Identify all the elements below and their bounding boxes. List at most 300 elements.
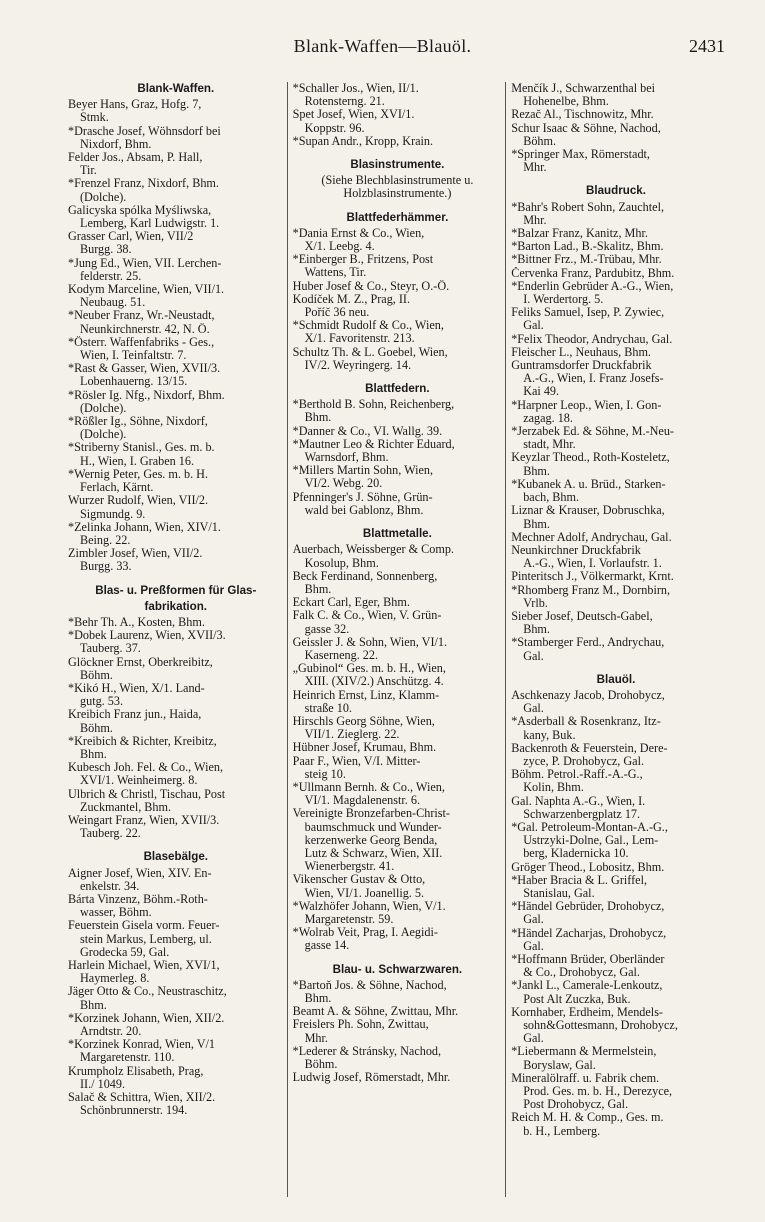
entry-name-line: Mechner Adolf, Andrychau, Gal. (511, 530, 672, 544)
entry-address-line: Hohenelbe, Bhm. (523, 95, 609, 109)
entry-name-line: Freislers Ph. Sohn, Zwittau, (292, 1018, 429, 1032)
directory-entry (511, 1111, 721, 1137)
directory-entry (68, 309, 284, 335)
entry-address-line: b. H., Lemberg. (523, 1124, 601, 1138)
entry-name-line: Gal. Naphta A.-G., Wien, I. (511, 794, 646, 808)
directory-entry (293, 319, 503, 345)
directory-entry (68, 362, 284, 388)
entry-name-line: *Jerzabek Ed. & Söhne, M.-Neu- (511, 425, 674, 439)
entry-name-line: Grasser Carl, Wien, VII/2 (68, 230, 194, 244)
directory-entry (511, 240, 721, 253)
entry-name-line: Beyer Hans, Graz, Hofg. 7, (68, 98, 202, 112)
entry-name-line: Guntramsdorfer Druckfabrik (511, 359, 652, 373)
entry-address-line: Tir. (80, 164, 97, 178)
entry-name-line: Feliks Samuel, Isep, P. Zywiec, (511, 306, 665, 320)
entry-name-line: *Händel Gebrüder, Drohobycz, (511, 900, 665, 914)
entry-address-line: Vrlb. (523, 596, 548, 610)
entry-address-line: Bhm. (304, 411, 332, 425)
entry-address-line: Mhr. (523, 161, 547, 175)
entry-address-line: Ustrzyki-Dolne, Gal., Lem- (523, 834, 659, 848)
directory-entry (68, 441, 284, 467)
entry-address-line: Boryslaw, Gal. (523, 1058, 596, 1072)
entry-address-line: Arndtstr. 20. (80, 1025, 142, 1039)
entry-address-line: Wattens, Tir. (304, 266, 367, 280)
entry-name-line: Schur Isaac & Söhne, Nachod, (511, 121, 661, 135)
directory-entry (511, 795, 721, 821)
cross-reference-note: Holzblasinstrumente.) (343, 186, 452, 201)
directory-entry (68, 1012, 284, 1038)
entry-name-line: Kreibich Franz jun., Haida, (68, 708, 202, 722)
entry-address-line: zyce, P. Drohobycz, Gal. (523, 754, 645, 768)
entry-name-line: *Berthold B. Sohn, Reichenberg, (292, 398, 455, 412)
entry-name-line: *Dobek Laurenz, Wien, XVII/3. (68, 629, 226, 643)
directory-entry (293, 1071, 503, 1084)
directory-entry (68, 959, 284, 985)
entry-address-line: Tauberg. 37. (80, 642, 141, 656)
directory-entry (511, 861, 721, 874)
entry-address-line: Margaretenstr. 59. (304, 912, 394, 926)
entry-address-line: Koppstr. 96. (304, 121, 365, 135)
entry-address-line: Gal. (523, 319, 544, 333)
entry-name-line: *Mautner Leo & Richter Eduard, (292, 437, 455, 451)
directory-entry (68, 788, 284, 814)
entry-address-line: Kosolup, Bhm. (304, 556, 379, 570)
directory-entry (68, 283, 284, 309)
entry-name-line: Pinteritsch J., Völkermarkt, Krnt. (511, 570, 674, 584)
cross-reference-note: (Siehe Blechblasinstrumente u. (321, 173, 474, 188)
directory-entry (511, 1045, 721, 1071)
directory-entry (68, 893, 284, 919)
entry-name-line: Jäger Otto & Co., Neustraschitz, (68, 985, 227, 999)
directory-entry (511, 1072, 721, 1112)
entry-address-line: Lobenhauerng. 13/15. (80, 375, 188, 389)
directory-entry (511, 333, 721, 346)
directory-entry (293, 979, 503, 1005)
section-heading-continued: fabrikation. (144, 599, 208, 613)
page-number: 2431 (689, 36, 725, 56)
entry-name-line: Vikenscher Gustav & Otto, (292, 873, 426, 887)
entry-name-line: Backenroth & Feuerstein, Dere- (511, 741, 668, 755)
entry-name-line: *Bittner Frz., M.-Trübau, Mhr. (511, 253, 662, 267)
entry-address-line: Sigmundg. 9. (80, 507, 146, 521)
directory-entry (68, 547, 284, 573)
directory-entry (293, 543, 503, 569)
entry-address-line: gasse 32. (304, 622, 350, 636)
entry-address-line: Warnsdorf, Bhm. (304, 451, 389, 465)
entry-address-line: VI/2. Webg. 20. (304, 477, 383, 491)
entry-name-line: *Behr Th. A., Kosten, Bhm. (68, 615, 205, 629)
directory-entry (68, 204, 284, 230)
entry-name-line: Sieber Josef, Deutsch-Gabel, (511, 609, 653, 623)
entry-name-line: Auerbach, Weissberger & Comp. (292, 543, 454, 557)
directory-entry (511, 227, 721, 240)
section-heading: Blas- u. Preßformen für Glas- (95, 583, 257, 597)
entry-address-line: Bhm. (523, 464, 550, 478)
directory-entry (68, 1065, 284, 1091)
entry-address-line: Gal. (523, 649, 544, 663)
directory-entry (68, 230, 284, 256)
section-heading: Blattfederhämmer. (346, 210, 449, 224)
entry-name-line: *Walzhöfer Johann, Wien, V/1. (292, 899, 446, 913)
entry-address-line: stein Markus, Lemberg, ul. (80, 932, 212, 946)
directory-entry (293, 82, 503, 108)
entry-name-line: Pfenninger's J. Söhne, Grün- (292, 490, 433, 504)
directory-entry (68, 985, 284, 1011)
entry-address-line: X/1. Favoritenstr. 213. (304, 332, 415, 346)
entry-name-line: *Korzinek Konrad, Wien, V/1 (68, 1038, 215, 1052)
directory-entry (511, 570, 721, 583)
entry-name-line: Mineralölraff. u. Fabrik chem. (511, 1071, 660, 1085)
entry-name-line: *Jankl L., Camerale-Lenkoutz, (511, 979, 663, 993)
directory-entry (293, 1018, 503, 1044)
entry-name-line: *Jung Ed., Wien, VII. Lerchen- (68, 256, 222, 270)
directory-entry (293, 346, 503, 372)
entry-name-line: *Asderball & Rosenkranz, Itz- (511, 715, 661, 729)
entry-name-line: *Bahr's Robert Sohn, Zauchtel, (511, 200, 665, 214)
entry-address-line: H., Wien, I. Graben 16. (80, 454, 195, 468)
entry-address-line: & Co., Drohobycz, Gal. (523, 966, 640, 980)
entry-name-line: Kodym Marceline, Wien, VII/1. (68, 283, 225, 297)
entry-address-line: wasser, Böhm. (80, 906, 152, 920)
entry-address-line: Stmk. (80, 111, 109, 125)
section-heading: Blauöl. (596, 672, 636, 686)
directory-entry (511, 267, 721, 280)
directory-entry (293, 438, 503, 464)
entry-name-line: *Springer Max, Römerstadt, (511, 148, 650, 162)
entry-name-line: *Stamberger Ferd., Andrychau, (511, 636, 665, 650)
entry-address-line: enkelstr. 34. (80, 879, 140, 893)
directory-entry (68, 151, 284, 177)
entry-name-line: *Harpner Leop., Wien, I. Gon- (511, 398, 662, 412)
entry-name-line: Reich M. H. & Comp., Ges. m. (511, 1111, 664, 1125)
entry-name-line: *Liebermann & Mermelstein, (511, 1045, 657, 1059)
entry-name-line: Paar F., Wien, V/I. Mitter- (292, 754, 421, 768)
directory-entry (511, 399, 721, 425)
directory-entry (68, 521, 284, 547)
entry-address-line: Post Alt Zuczka, Buk. (523, 992, 631, 1006)
directory-entry (511, 900, 721, 926)
entry-name-line: *Balzar Franz, Kanitz, Mhr. (511, 227, 648, 241)
entry-name-line: Ulbrich & Christl, Tischau, Post (68, 787, 226, 801)
directory-entry (511, 636, 721, 662)
entry-name-line: *Zelinka Johann, Wien, XIV/1. (68, 520, 221, 534)
directory-entry (511, 148, 721, 174)
entry-name-line: Galicyska spólka Myśliwska, (68, 203, 212, 217)
entry-name-line: Neunkirchner Druckfabrik (511, 543, 641, 557)
directory-entry (511, 478, 721, 504)
directory-entry (68, 125, 284, 151)
entry-address-line: Mhr. (523, 213, 547, 227)
column-3 (505, 82, 724, 1197)
entry-address-line: Lutz & Schwarz, Wien, XII. (304, 846, 443, 860)
entry-name-line: *Frenzel Franz, Nixdorf, Bhm. (68, 177, 219, 191)
entry-address-line: wald bei Gablonz, Bhm. (304, 503, 424, 517)
entry-name-line: *Neuber Franz, Wr.-Neustadt, (68, 309, 215, 323)
directory-entry (293, 662, 503, 688)
entry-name-line: Kodíček M. Z., Prag, II. (292, 292, 411, 306)
entry-address-line: Rotensterng. 21. (304, 95, 385, 109)
entry-name-line: Wurzer Rudolf, Wien, VII/2. (68, 494, 209, 508)
entry-address-line: I. Werdertorg. 5. (523, 293, 604, 307)
directory-entry (68, 814, 284, 840)
entry-address-line: Kolin, Bhm. (523, 781, 584, 795)
directory-entry (511, 610, 721, 636)
entry-address-line: sohn&Gottesmann, Drohobycz, (523, 1019, 678, 1033)
entry-name-line: *Österr. Waffenfabriks - Ges., (68, 335, 215, 349)
entry-name-line: Felder Jos., Absam, P. Hall, (68, 151, 203, 165)
entry-address-line: Gal. (523, 939, 544, 953)
entry-name-line: Kornhaber, Erdheim, Mendels- (511, 1005, 663, 1019)
directory-columns (68, 82, 724, 1197)
entry-name-line: Harlein Michael, Wien, XVI/1, (68, 959, 220, 972)
entry-address-line: Gal. (523, 1032, 544, 1046)
directory-entry (68, 656, 284, 682)
entry-name-line: *Kubanek A. u. Brüd., Starken- (511, 477, 666, 491)
entry-name-line: *Felix Theodor, Andrychau, Gal. (511, 332, 673, 346)
entry-name-line: Salač & Schittra, Wien, XII/2. (68, 1091, 216, 1105)
entry-address-line: Kai 49. (523, 385, 560, 399)
entry-name-line: *Gal. Petroleum-Montan-A.-G., (511, 820, 668, 834)
entry-address-line: Mhr. (304, 1031, 328, 1045)
entry-address-line: Gal. (523, 702, 544, 716)
entry-name-line: Böhm. Petrol.-Raff.-A.-G., (511, 768, 643, 782)
entry-name-line: Červenka Franz, Pardubitz, Bhm. (511, 266, 675, 280)
directory-entry (68, 177, 284, 203)
entry-address-line: Burgg. 38. (80, 243, 132, 257)
directory-entry (511, 927, 721, 953)
directory-entry (293, 715, 503, 741)
entry-name-line: *Lederer & Stránsky, Nachod, (292, 1044, 442, 1058)
entry-address-line: Bhm. (523, 517, 550, 531)
entry-address-line: gasse 14. (304, 939, 350, 953)
directory-entry (293, 689, 503, 715)
entry-address-line: Poříč 36 neu. (304, 306, 370, 320)
entry-address-line: straße 10. (304, 701, 352, 715)
directory-entry (511, 531, 721, 544)
entry-name-line: Beck Ferdinand, Sonnenberg, (292, 569, 438, 583)
entry-name-line: *Haber Bracia & L. Griffel, (511, 873, 647, 887)
entry-name-line: *Striberny Stanisl., Ges. m. b. (68, 441, 215, 455)
directory-entry (293, 491, 503, 517)
entry-address-line: felderstr. 25. (80, 269, 142, 283)
page-header (0, 36, 765, 66)
directory-entry (68, 468, 284, 494)
entry-address-line: Zuckmantel, Bhm. (80, 800, 172, 814)
entry-name-line: Hübner Josef, Krumau, Bhm. (292, 741, 437, 755)
directory-entry (511, 689, 721, 715)
entry-address-line: II./ 1049. (80, 1077, 126, 1091)
entry-name-line: *Enderlin Gebrüder A.-G., Wien, (511, 279, 674, 293)
entry-address-line: Böhm. (304, 1058, 338, 1072)
entry-name-line: Vereinigte Bronzefarben-Christ- (292, 807, 450, 821)
entry-address-line: Lemberg, Karl Ludwigstr. 1. (80, 217, 220, 231)
directory-entry (293, 135, 503, 148)
directory-entry (293, 926, 503, 952)
section-heading: Blau- u. Schwarzwaren. (332, 962, 463, 976)
entry-name-line: Huber Josef & Co., Steyr, O.-Ö. (292, 279, 450, 293)
directory-entry (68, 629, 284, 655)
directory-entry (511, 359, 721, 399)
directory-entry (293, 873, 503, 899)
entry-address-line: Böhm. (80, 721, 113, 735)
entry-address-line: Ferlach, Kärnt. (80, 481, 154, 495)
directory-entry (293, 227, 503, 253)
directory-entry (511, 768, 721, 794)
directory-entry (68, 494, 284, 520)
entry-name-line: *Bartoň Jos. & Söhne, Nachod, (292, 978, 447, 992)
directory-entry (293, 293, 503, 319)
entry-name-line: Zimbler Josef, Wien, VII/2. (68, 547, 203, 561)
entry-address-line: Bhm. (523, 623, 550, 637)
entry-name-line: *Supan Andr., Kropp, Krain. (292, 134, 434, 148)
directory-entry (68, 389, 284, 415)
section-heading: Blattfedern. (365, 382, 430, 396)
entry-name-line: *Kreibich & Richter, Kreibitz, (68, 734, 217, 748)
entry-address-line: Haymerleg. 8. (80, 972, 150, 986)
entry-address-line: kany, Buk. (523, 728, 576, 742)
directory-entry (68, 708, 284, 734)
directory-entry (293, 108, 503, 134)
entry-name-line: *Einberger B., Fritzens, Post (292, 253, 434, 267)
directory-entry (511, 953, 721, 979)
directory-entry (511, 253, 721, 266)
directory-entry (511, 201, 721, 227)
section-heading: Blasebälge. (143, 850, 209, 864)
entry-name-line: Falk C. & Co., Wien, V. Grün- (292, 609, 442, 623)
directory-entry (68, 1091, 284, 1117)
entry-address-line: VI/1. Magdalenenstr. 6. (304, 794, 421, 808)
running-title: Blank-Waffen—Blauöl. (293, 36, 472, 56)
directory-entry (511, 122, 721, 148)
entry-address-line: Kaserneng. 22. (304, 648, 379, 662)
directory-entry (68, 415, 284, 441)
directory-entry (511, 108, 721, 121)
entry-address-line: gutg. 53. (80, 695, 123, 709)
entry-name-line: Keyzlar Theod., Roth-Kosteletz, (511, 451, 670, 465)
directory-entry (511, 821, 721, 861)
directory-entry (293, 781, 503, 807)
entry-address-line: XVI/1. Weinheimerg. 8. (80, 774, 198, 788)
entry-address-line: (Dolche). (80, 401, 127, 415)
entry-address-line: Margaretenstr. 110. (80, 1051, 175, 1065)
directory-entry (68, 616, 284, 629)
directory-entry (511, 280, 721, 306)
entry-address-line: Being. 22. (80, 533, 131, 547)
entry-name-line: *Millers Martin Sohn, Wien, (292, 464, 434, 478)
entry-name-line: Fleischer L., Neuhaus, Bhm. (511, 345, 651, 359)
entry-name-line: Spet Josef, Wien, XVI/1. (292, 108, 415, 122)
entry-address-line: VII/1. Zieglerg. 22. (304, 728, 400, 742)
directory-entry (511, 306, 721, 332)
entry-name-line: Aschkenazy Jacob, Drohobycz, (511, 688, 665, 702)
entry-address-line: Schwarzenbergplatz 17. (523, 807, 641, 821)
entry-address-line: Prod. Ges. m. b. H., Derezyce, (523, 1085, 673, 1099)
directory-entry (293, 425, 503, 438)
entry-address-line: Wien, VI/1. Joanellig. 5. (304, 886, 425, 900)
directory-entry (511, 979, 721, 1005)
entry-name-line: Geissler J. & Sohn, Wien, VI/1. (292, 635, 448, 649)
directory-entry (293, 596, 503, 609)
entry-address-line: zagag. 18. (523, 411, 573, 425)
entry-address-line: Burgg. 33. (80, 560, 132, 574)
directory-entry (293, 1005, 503, 1018)
entry-address-line: Grodecka 59, Gal. (80, 945, 170, 959)
directory-entry (511, 742, 721, 768)
entry-name-line: Feuerstein Gisela vorm. Feuer- (68, 919, 220, 933)
directory-entry (511, 584, 721, 610)
entry-name-line: Gröger Theod., Lobositz, Bhm. (511, 860, 665, 874)
column-1 (68, 82, 287, 1197)
entry-address-line: Gal. (523, 913, 544, 927)
entry-address-line: Schönbrunnerstr. 194. (80, 1104, 188, 1118)
directory-entry (68, 336, 284, 362)
entry-name-line: Krumpholz Elisabeth, Prag, (68, 1064, 204, 1078)
entry-name-line: *Schaller Jos., Wien, II/1. (292, 82, 419, 95)
entry-address-line: X/1. Leebg. 4. (304, 240, 375, 254)
entry-address-line: Bhm. (80, 998, 107, 1012)
directory-entry (511, 425, 721, 451)
directory-entry (293, 253, 503, 279)
entry-address-line: Post Drohobycz, Gal. (523, 1098, 629, 1112)
entry-address-line: Böhm. (80, 668, 113, 682)
entry-address-line: kerzenwerke Georg Benda, (304, 833, 438, 847)
entry-name-line: Liznar & Krauser, Dobruschka, (511, 504, 665, 518)
entry-address-line: (Dolche). (80, 190, 127, 204)
entry-name-line: „Gubinol“ Ges. m. b. H., Wien, (292, 662, 446, 676)
directory-entry (293, 398, 503, 424)
entry-address-line: Böhm. (523, 134, 557, 148)
directory-entry (293, 755, 503, 781)
directory-entry (511, 504, 721, 530)
entry-name-line: *Rast & Gasser, Wien, XVII/3. (68, 362, 221, 376)
directory-entry (68, 735, 284, 761)
entry-name-line: *Drasche Josef, Wöhnsdorf bei (68, 124, 221, 138)
entry-name-line: *Wolrab Veit, Prag, I. Aegidi- (292, 926, 438, 940)
entry-name-line: *Barton Lad., B.-Skalitz, Bhm. (511, 240, 664, 254)
entry-address-line: Neubaug. 51. (80, 296, 146, 310)
entry-name-line: *Ullmann Bernh. & Co., Wien, (292, 780, 445, 794)
entry-name-line: Heinrich Ernst, Linz, Klamm- (292, 688, 440, 702)
directory-entry (68, 257, 284, 283)
entry-name-line: Hirschls Georg Söhne, Wien, (292, 714, 435, 728)
section-heading: Blasinstrumente. (350, 158, 445, 172)
directory-entry (293, 609, 503, 635)
entry-name-line: *Dania Ernst & Co., Wien, (292, 226, 425, 240)
directory-entry (68, 867, 284, 893)
section-heading: Blaudruck. (586, 184, 646, 198)
entry-address-line: A.-G., Wien, I. Vorlaufstr. 1. (523, 557, 662, 571)
entry-address-line: Bhm. (304, 582, 332, 596)
entry-name-line: Menčík J., Schwarzenthal bei (511, 82, 656, 95)
entry-name-line: Kubesch Joh. Fel. & Co., Wien, (68, 761, 224, 775)
directory-entry (511, 544, 721, 570)
entry-name-line: Rezač Al., Tischnowitz, Mhr. (511, 108, 654, 122)
directory-entry (293, 741, 503, 754)
directory-entry (293, 900, 503, 926)
entry-address-line: baumschmuck und Wunder- (304, 820, 442, 834)
entry-address-line: Bhm. (80, 747, 107, 761)
entry-address-line: IV/2. Weyringerg. 14. (304, 358, 412, 372)
entry-name-line: *Händel Zacharjas, Drohobycz, (511, 926, 667, 940)
entry-address-line: Stanislau, Gal. (523, 886, 595, 900)
entry-name-line: Aigner Josef, Wien, XIV. En- (68, 866, 212, 880)
entry-address-line: Bhm. (304, 992, 332, 1005)
entry-name-line: Beamt A. & Söhne, Zwittau, Mhr. (292, 1005, 459, 1019)
entry-address-line: Wienerbergstr. 41. (304, 860, 395, 874)
directory-entry (511, 346, 721, 359)
entry-address-line: Nixdorf, Bhm. (80, 137, 152, 151)
directory-entry (511, 715, 721, 741)
